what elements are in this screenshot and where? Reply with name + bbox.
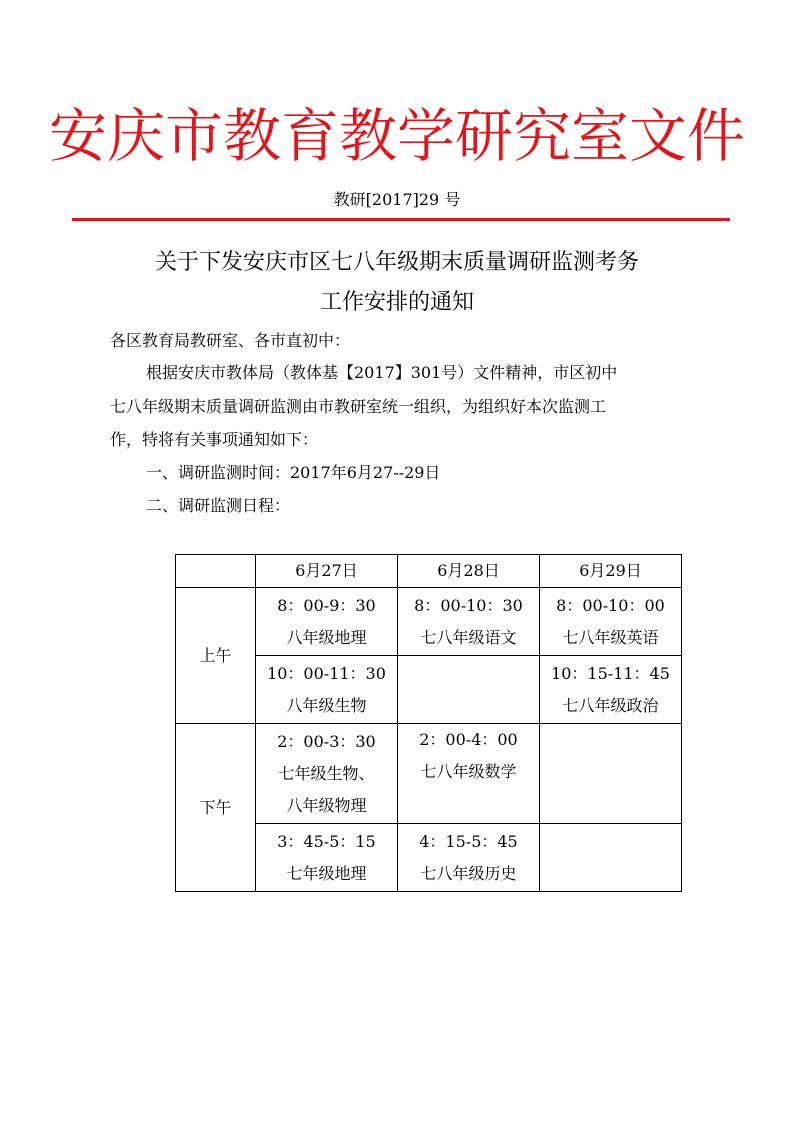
- table-cell: [398, 724, 540, 824]
- exam-time: 8：00-10：00: [556, 595, 665, 615]
- paragraph-1-line-1: 根据安庆市教体局（教体基【2017】301号）文件精神，市区初中: [146, 363, 618, 382]
- table-row-pm-1: [176, 724, 682, 824]
- table-header-cell-0629: 6月29日: [540, 555, 682, 588]
- exam-subject: 七八年级语文: [420, 627, 517, 647]
- table-cell: [256, 588, 398, 656]
- table-cell-empty: [540, 724, 682, 824]
- exam-subject: 八年级物理: [286, 795, 367, 815]
- exam-time: 10：15-11：45: [551, 663, 670, 683]
- exam-time: 3：45-5：15: [277, 831, 376, 851]
- exam-subject: 七年级生物、: [278, 763, 375, 783]
- exam-time: 4：15-5：45: [419, 831, 518, 851]
- table-row-am-1: [176, 588, 682, 656]
- table-cell: [256, 656, 398, 724]
- document-number: 教研[2017]29 号: [333, 190, 461, 209]
- table-cell: [540, 588, 682, 656]
- item-exam-schedule: 二、调研监测日程：: [146, 496, 291, 515]
- exam-time: 8：00-10：30: [414, 595, 523, 615]
- table-header-cell-empty: [176, 555, 256, 588]
- exam-time: 8：00-9：30: [277, 595, 376, 615]
- exam-time: 2：00-4：00: [419, 730, 518, 749]
- notice-title: [0, 243, 794, 323]
- am-label-cell: 上午: [176, 588, 256, 724]
- table-cell: [256, 824, 398, 892]
- item-exam-time: 一、调研监测时间：2017年6月27--29日: [146, 463, 441, 482]
- exam-subject: 七八年级英语: [562, 627, 659, 647]
- table-cell-empty: [398, 656, 540, 724]
- exam-subject: 七八年级历史: [420, 863, 517, 883]
- table-cell: [398, 824, 540, 892]
- exam-subject: 七八年级数学: [420, 762, 517, 781]
- exam-subject: 七八年级政治: [562, 695, 659, 715]
- table-cell-empty: [540, 824, 682, 892]
- exam-time: 10：00-11：30: [267, 663, 386, 683]
- org-file-title: 安庆市教育教学研究室文件: [48, 102, 745, 170]
- table-cell: [256, 724, 398, 824]
- paragraph-1-line-3: 作，特将有关事项通知如下：: [110, 430, 319, 449]
- table-header-row: [176, 555, 682, 588]
- paragraph-1-line-2: 七八年级期末质量调研监测由市教研室统一组织，为组织好本次监测工: [110, 397, 607, 416]
- pm-label-cell: 下午: [176, 724, 256, 892]
- exam-subject: 八年级地理: [286, 627, 367, 647]
- red-divider-rule: [72, 218, 730, 221]
- salutation: 各区教育局教研室、各市直初中：: [110, 331, 351, 350]
- table-cell: [540, 656, 682, 724]
- table-cell: [398, 588, 540, 656]
- exam-time: 2：00-3：30: [277, 731, 376, 751]
- notice-title-line-1: 关于下发安庆市区七八年级期末质量调研监测考务: [154, 250, 639, 275]
- exam-schedule-table: [175, 554, 682, 892]
- table-header-cell-0628: 6月28日: [398, 555, 540, 588]
- notice-title-line-2: 工作安排的通知: [319, 290, 474, 315]
- table-header-cell-0627: 6月27日: [256, 555, 398, 588]
- exam-subject: 七年级地理: [286, 863, 367, 883]
- exam-subject: 八年级生物: [286, 695, 367, 715]
